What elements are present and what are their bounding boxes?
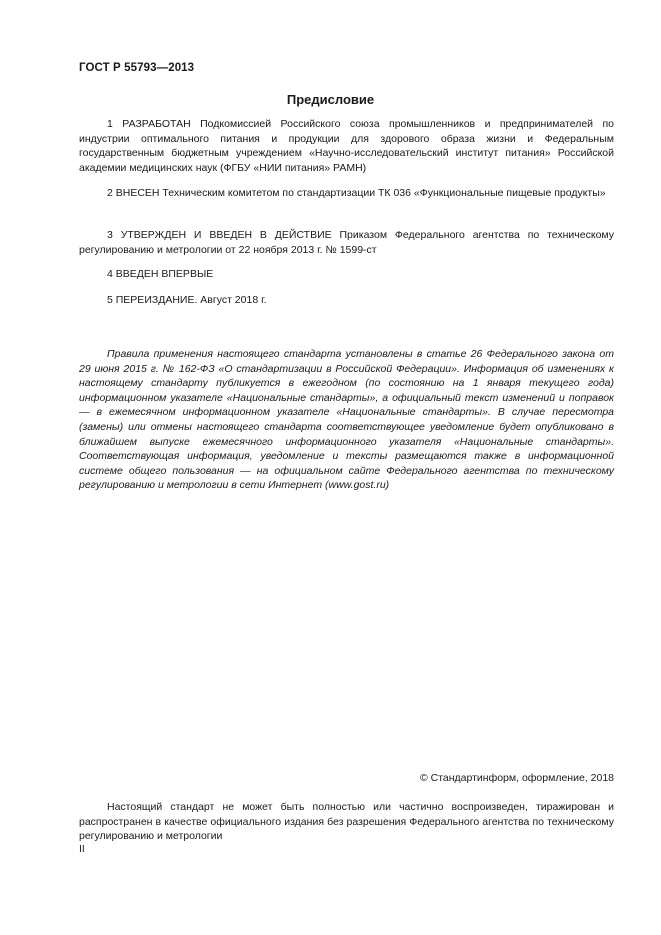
preface-item-text: 4 ВВЕДЕН ВПЕРВЫЕ [107, 268, 214, 280]
rights-notice [79, 800, 614, 844]
rights-notice-text: Настоящий стандарт не может быть полностью или частично воспроизведен, тиражирован и распространен в качестве официального издания без разрешения Федерального агентства по техническому регулированию и метрологии [79, 801, 614, 843]
copyright-line: © Стандартинформ, оформление, 2018 [419, 772, 614, 784]
preface-item-text: 1 РАЗРАБОТАН Подкомиссией Российского союза промышленников и предпринимателей по индустрии оптимального питания и продукции для здорового образа жизни и Федеральным государственным бюджетным учреждением «Научно-исследовательский институт питания» Российской академии медицинских наук (ФГБУ «НИИ питания» РАМН) [79, 118, 614, 174]
page-title: Предисловие [286, 92, 375, 107]
preface-item-4 [79, 267, 614, 282]
note-text: Правила применения настоящего стандарта установлены в статье 26 Федерального закона от 29 июня 2015 г. № 162-ФЗ «О стандартизации в Российской Федерации». Информация об изменениях к настоящему стандарту публикуется в ежегодном (по состоянию на 1 января текущего года) информационном указателе «Национальные стандарты», а официальный текст изменений и поправок — в ежемесячном информационном указателе «Национальные стандарты». В случае пересмотра (замены) или отмены настоящего стандарта соответствующее уведомление будет опубликовано в ближайшем выпуске ежемесячного информационного указателя «Национальные стандарты». Соответствующая информация, уведомление и тексты размещаются также в информационной системе общего пользования — на официальном сайте Федерального агентства по техническому регулированию и метрологии в сети Интернет (www.gost.ru) [79, 348, 614, 492]
standard-code: ГОСТ Р 55793—2013 [79, 62, 195, 74]
preface-item-3 [79, 228, 614, 257]
preface-item-text: 3 УТВЕРЖДЕН И ВВЕДЕН В ДЕЙСТВИЕ Приказом Федерального агентства по техническому регулированию и метрологии от 22 ноября 2013 г. № 1599-ст [79, 229, 614, 256]
preface-item-2 [79, 186, 614, 201]
preface-item-text: 2 ВНЕСЕН Техническим комитетом по стандартизации ТК 036 «Функциональные пищевые продукты» [107, 187, 606, 199]
preface-item-5 [79, 293, 614, 308]
preface-item-text: 5 ПЕРЕИЗДАНИЕ. Август 2018 г. [107, 294, 267, 306]
application-rules-note [79, 347, 614, 493]
page-number: II [79, 843, 85, 855]
preface-item-1 [79, 117, 614, 175]
